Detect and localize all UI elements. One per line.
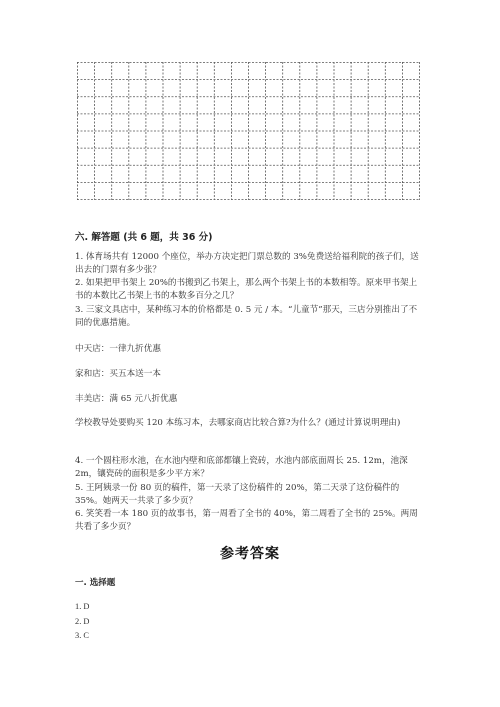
answer-2: 2. D [75, 617, 90, 626]
question-3-prompt: 学校教导处要购买 120 本练习本，去哪家商店比较合算?为什么？(通过计算说明理由) [75, 418, 401, 428]
answer-grid [77, 62, 420, 200]
question-1: 1. 体育场共有 12000 个座位，举办方决定把门票总数的 3%免费送给福利院的孩子们，送出去的门票有多少张？ [75, 252, 419, 276]
shop-offer-1: 中天店：一律九折优惠 [75, 344, 161, 354]
question-4: 4. 一个圆柱形水池，在水池内壁和底部都镶上瓷砖，水池内部底面周长 25. 12m，池深 2m，镶瓷砖的面积是多少平方米？ [75, 456, 408, 480]
grid-lines [77, 62, 420, 200]
answer-section-title: 一. 选择题 [75, 578, 116, 588]
question-3: 3. 三家文具店中，某种练习本的价格都是 0. 5 元 / 本。“儿童节”那天，三店分别推出了不同的优惠措施。 [75, 305, 418, 329]
shop-offer-2: 家和店：买五本送一本 [75, 369, 161, 379]
answer-3: 3. C [75, 631, 89, 640]
question-6: 6. 笑笑看一本 180 页的故事书，第一周看了全书的 40%，第二周看了全书的 25%。两周共看了多少页？ [75, 509, 418, 533]
section-title: 六. 解答题 (共 6 题，共 36 分) [75, 232, 213, 243]
question-2: 2. 如果把甲书架上 20%的书搬到乙书架上，那么两个书架上书的本数相等。原来甲书架上书的本数比乙书架上书的本数多百分之几？ [75, 278, 418, 302]
shop-offer-3: 丰美店：满 65 元八折优惠 [75, 394, 178, 404]
answer-1: 1. D [75, 602, 90, 611]
answer-key-title: 参考答案 [220, 546, 280, 562]
question-5: 5. 王阿姨录一份 80 页的稿件，第一天录了这份稿件的 20%，第二天录了这份稿件的 35%。她两天一共录了多少页？ [75, 483, 400, 507]
